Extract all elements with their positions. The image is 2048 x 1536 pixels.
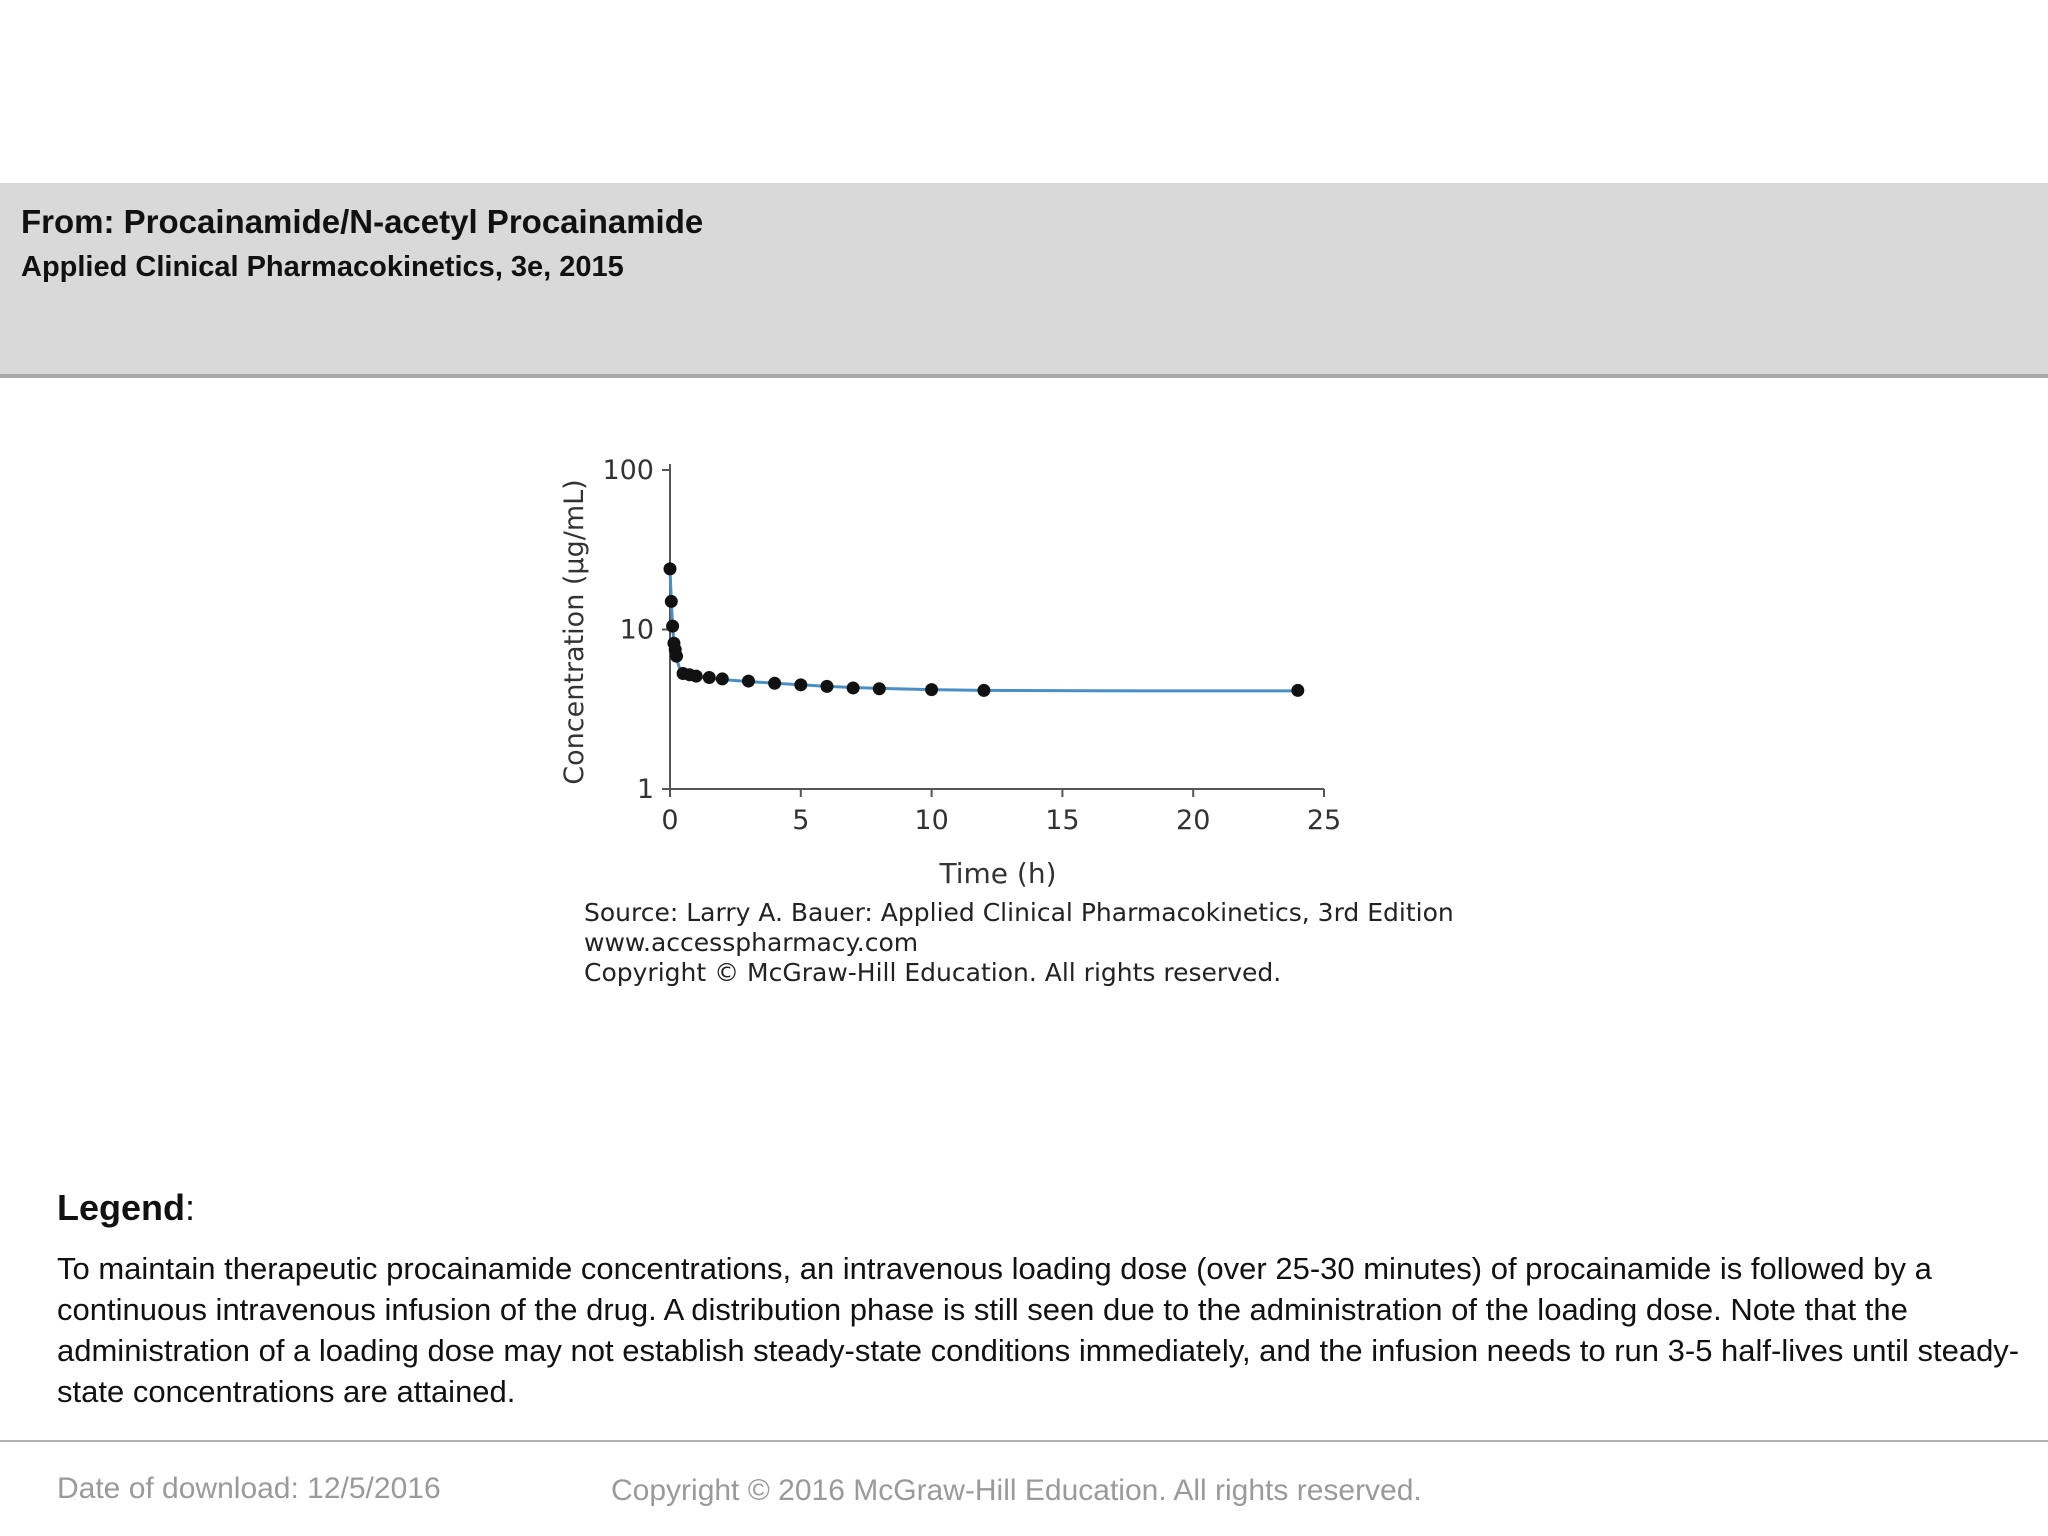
data-point — [742, 675, 755, 688]
footer-divider — [0, 1440, 2048, 1442]
x-axis-label: Time (h) — [939, 857, 1057, 890]
x-tick-label: 5 — [792, 805, 810, 836]
data-point — [820, 680, 833, 693]
data-point — [847, 681, 860, 694]
data-point — [703, 671, 716, 684]
legend-text: To maintain therapeutic procainamide concentrations, an intravenous loading dose (over 25-30 minutes) of procainamide is followed by a continuous intravenous infusion of the drug. A distribution phase is still seen due to the administration of the loading dose. Note that the administration of a loading dose may not establish steady-state conditions immediately, and the infusion needs to run 3-5 half-lives until steady-state concentrations are attained. — [57, 1251, 2020, 1409]
x-tick-label: 15 — [1045, 805, 1080, 836]
data-point — [1291, 684, 1304, 697]
legend-heading-label: Legend — [57, 1187, 186, 1228]
figure-url-credit: www.accesspharmacy.com — [584, 928, 919, 957]
data-point — [664, 562, 677, 575]
data-point — [977, 684, 990, 697]
data-point — [794, 678, 807, 691]
concentration-curve — [670, 569, 1298, 691]
book-citation: Applied Clinical Pharmacokinetics, 3e, 2015 — [21, 251, 624, 283]
header-band — [0, 183, 2048, 378]
data-point — [925, 683, 938, 696]
page-title: From: Procainamide/N-acetyl Procainamide — [21, 203, 704, 240]
y-axis-label: Concentration (µg/mL) — [559, 479, 590, 785]
data-point — [768, 677, 781, 690]
x-tick-label: 10 — [914, 805, 949, 836]
data-point — [716, 672, 729, 685]
x-tick-label: 0 — [661, 805, 679, 836]
y-tick-label: 1 — [636, 774, 654, 805]
y-tick-label: 100 — [602, 455, 654, 486]
data-point — [670, 650, 683, 663]
download-date: Date of download: 12/5/2016 — [57, 1472, 441, 1505]
data-point — [690, 670, 703, 683]
figure — [548, 450, 1488, 1010]
data-point — [666, 620, 679, 633]
legend-heading — [57, 1187, 195, 1229]
figure-source-credit: Source: Larry A. Bauer: Applied Clinical Pharmacokinetics, 3rd Edition — [584, 898, 1454, 927]
footer-copyright: Copyright © 2016 McGraw-Hill Education. All rights reserved. — [611, 1474, 1422, 1507]
y-tick-label: 10 — [619, 614, 654, 646]
x-tick-label: 25 — [1306, 805, 1342, 836]
concentration-time-chart — [548, 450, 1488, 910]
legend-heading-colon: : — [185, 1187, 196, 1228]
data-point — [873, 682, 886, 695]
figure-copyright-credit: Copyright © McGraw-Hill Education. All rights reserved. — [584, 958, 1282, 987]
data-point — [665, 595, 678, 608]
x-tick-label: 20 — [1176, 805, 1211, 836]
